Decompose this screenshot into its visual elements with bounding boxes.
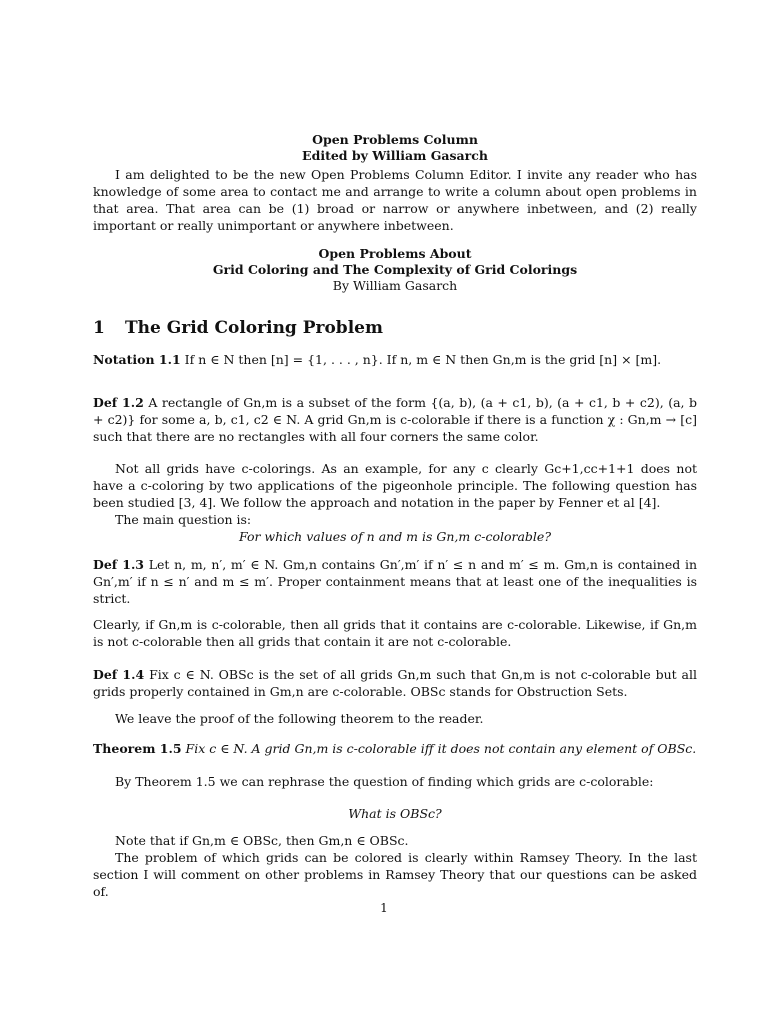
page-number: 1 [380, 901, 388, 915]
def-1-3-text: Let n, m, n′, m′ ∈ N. Gm,n contains Gn′,m′ if n′ ≤ n and m′ ≤ m. Gm,n is contained in Gn′,m′ if n ≤ n′ and m ≤ m′. Proper containment means that at least one of the inequalities is strict. [93, 557, 697, 606]
section-number: 1 [93, 318, 105, 338]
column-title: Open Problems Column [312, 132, 478, 147]
def-1-4-text: Fix c ∈ N. OBSc is the set of all grids Gn,m such that Gn,m is not c-colorable but all grids properly contained in Gm,n are c-colorable. OBSc stands for Obstruction Sets. [93, 667, 697, 699]
paragraph-1: Not all grids have c-colorings. As an example, for any c clearly Gc+1,cc+1+1 does not have a c-coloring by two applications of the pigeonhole principle. The following question has been studied [3, 4]. We follow the approach and notation in the paper by Fenner et al [4]. [93, 461, 697, 510]
intro-paragraph: I am delighted to be the new Open Problems Column Editor. I invite any reader who has knowledge of some area to contact me and arrange to write a column about open problems in that area. That area can be (1) broad or narrow or anywhere inbetween, and (2) really important or really unimportant or anywhere inbetween. [93, 167, 697, 233]
notation-text: If n ∈ N then [n] = {1, . . . , n}. If n, m ∈ N then Gn,m is the grid [n] × [m]. [184, 352, 662, 367]
def-1-3-label: Def 1.3 [93, 557, 144, 572]
article-title-line2: Grid Coloring and The Complexity of Grid Colorings [212, 262, 578, 277]
theorem-label: Theorem 1.5 [93, 741, 182, 756]
column-header [93, 132, 697, 164]
paragraph-5: Note that if Gn,m ∈ OBSc, then Gm,n ∈ OBSc. [115, 833, 409, 848]
theorem-text: Fix c ∈ N. A grid Gn,m is c-colorable iff it does not contain any element of OBSc. [185, 741, 697, 756]
article-header [93, 246, 697, 294]
notation-1-1 [93, 351, 697, 368]
section-heading [93, 317, 697, 339]
def-1-3 [93, 556, 697, 607]
def-1-2-label: Def 1.2 [93, 395, 144, 410]
main-question-intro: The main question is: [115, 512, 252, 527]
def-1-4-label: Def 1.4 [93, 667, 145, 682]
paragraph-3: We leave the proof of the following theorem to the reader. [115, 711, 484, 726]
paragraph-4: By Theorem 1.5 we can rephrase the question of finding which grids are c-colorable: [115, 774, 654, 789]
theorem-1-5 [93, 740, 697, 757]
paragraph-6: The problem of which grids can be colored is clearly within Ramsey Theory. In the last section I will comment on other problems in Ramsey Theory that our questions can be asked of. [93, 850, 697, 899]
notation-label: Notation 1.1 [93, 352, 181, 367]
main-question: For which values of n and m is Gn,m c-colorable? [238, 529, 552, 544]
section-title: The Grid Coloring Problem [125, 318, 383, 338]
display-question: What is OBSc? [348, 806, 442, 821]
column-editor: Edited by William Gasarch [302, 148, 488, 163]
article-author: By William Gasarch [332, 278, 458, 293]
def-1-4 [93, 666, 697, 700]
def-1-2-text: A rectangle of Gn,m is a subset of the form {(a, b), (a + c1, b), (a + c1, b + c2), (a, b + c2)} for some a, b, c1, c2 ∈ N. A grid Gn,m is c-colorable if there is a function χ : Gn,m → [c] such that there are no rectangles with all four corners the same color. [93, 395, 698, 444]
paragraph-2: Clearly, if Gn,m is c-colorable, then all grids that it contains are c-colorable. Likewise, if Gn,m is not c-colorable then all grids that contain it are not c-colorable. [93, 617, 697, 649]
article-title-line1: Open Problems About [318, 246, 472, 261]
def-1-2 [93, 394, 697, 445]
